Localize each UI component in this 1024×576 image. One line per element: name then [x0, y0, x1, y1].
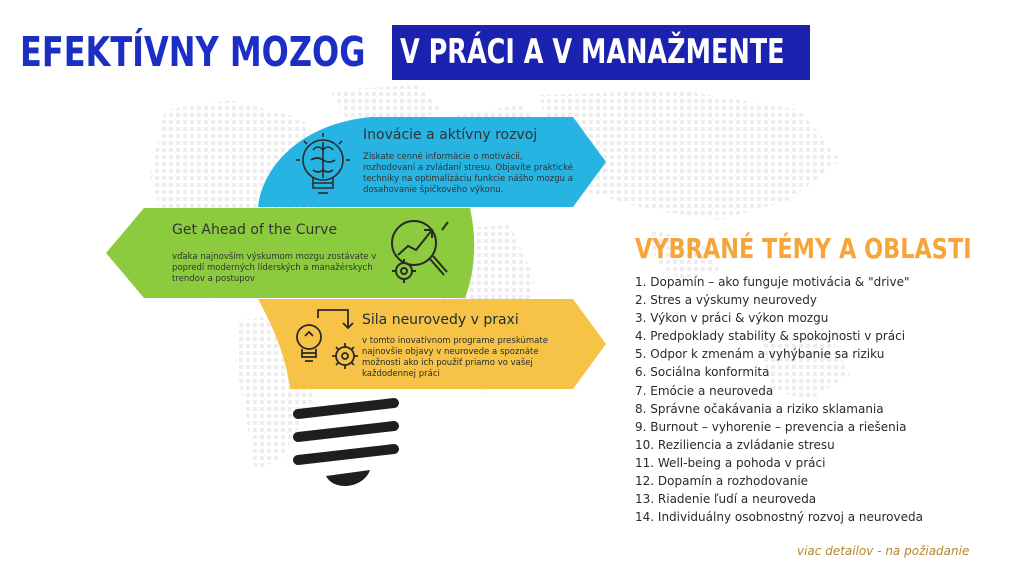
bulb-base — [298, 403, 394, 460]
topic-item: 8. Správne očakávania a riziko sklamania — [635, 401, 884, 416]
card-title-get-ahead: Get Ahead of the Curve — [172, 222, 338, 238]
page-subtitle: V PRÁCI A V MANAŽMENTE — [400, 32, 785, 72]
topics-heading: VYBRANÉ TÉMY A OBLASTI — [635, 232, 972, 265]
topic-item: 11. Well-being a pohoda v práci — [635, 455, 826, 470]
topic-item: 2. Stres a výskumy neurovedy — [635, 293, 817, 308]
card-description-get-ahead: vďaka najnovším výskumom mozgu zostávate v popredí moderných líderských a manažérskych trendov a postupov — [172, 252, 377, 284]
card-title-neuroscience: Sila neurovedy v praxi — [362, 312, 519, 328]
topic-item: 5. Odpor k zmenám a vyhýbanie sa riziku — [635, 347, 885, 362]
card-title-innovation: Inovácie a aktívny rozvoj — [363, 127, 538, 143]
topic-item: 10. Reziliencia a zvládanie stresu — [635, 437, 835, 452]
topic-item: 3. Výkon v práci & výkon mozgu — [635, 311, 829, 326]
topics-list — [635, 273, 923, 526]
card-description-innovation: Získate cenné informácie o motivácii, rozhodovaní a zvládaní stresu. Objavíte praktické techniky na optimalizáciu funkcie nášho mozgu a dosahovanie špičkového výkonu. — [363, 152, 573, 195]
topic-item: 1. Dopamín – ako funguje motivácia & "drive" — [635, 275, 910, 289]
topic-item: 12. Dopamín a rozhodovanie — [635, 474, 809, 489]
topic-item: 9. Burnout – vyhorenie – prevencia a riešenia — [635, 419, 907, 434]
bulb-tip — [326, 470, 370, 486]
topic-item: 4. Predpoklady stability & spokojnosti v práci — [635, 329, 906, 344]
topic-item: 6. Sociálna konformita — [635, 365, 770, 380]
card-description-neuroscience: v tomto inovatívnom programe preskúmate najnovšie objavy v neurovede a spoznáte možnosti ako ich použiť priamo vo vašej každodennej práci — [362, 336, 548, 379]
page-title: EFEKTÍVNY MOZOG — [20, 28, 366, 76]
topic-item: 13. Riadenie ľudí a neuroveda — [635, 492, 817, 507]
footer-note: viac detailov - na požiadanie — [797, 544, 970, 558]
topic-item: 7. Emócie a neuroveda — [635, 383, 774, 398]
topic-item: 14. Individuálny osobnostný rozvoj a neuroveda — [635, 510, 923, 525]
